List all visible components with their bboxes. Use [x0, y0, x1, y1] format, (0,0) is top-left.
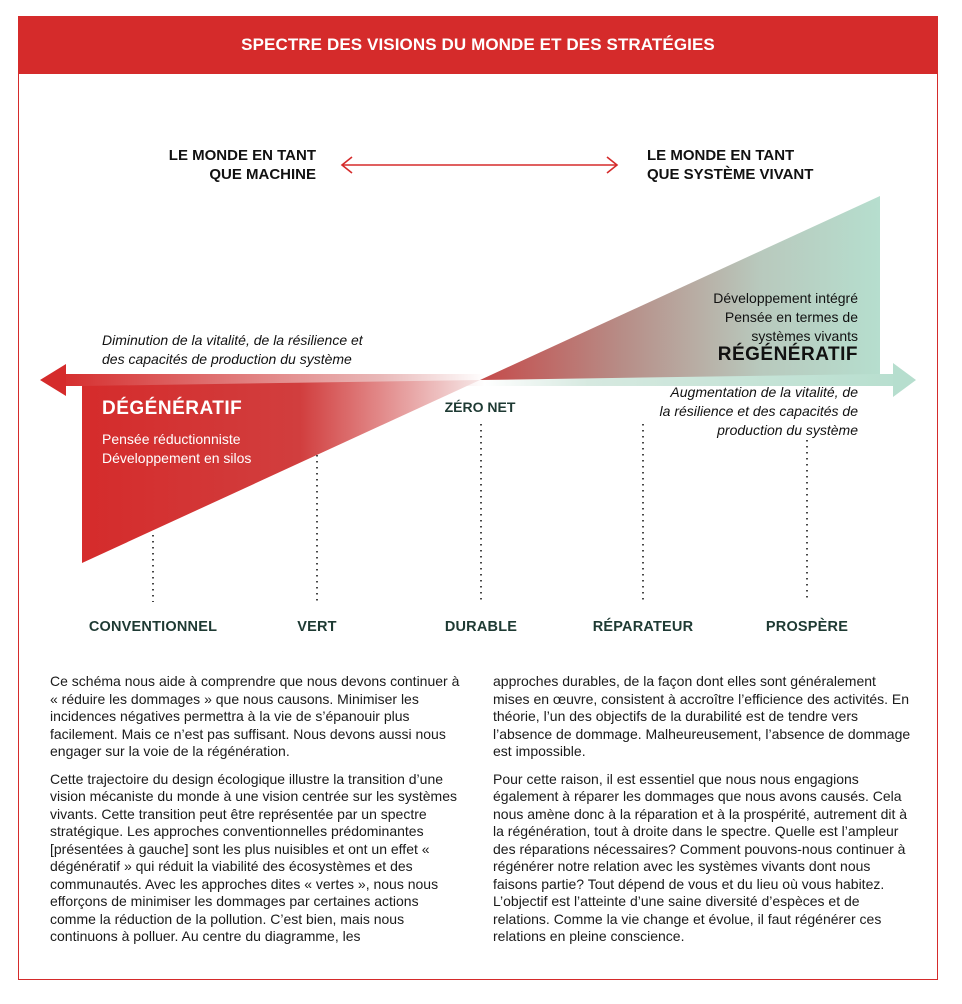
decrease-caption: Diminution de la vitalité, de la résilience et des capacités de production du système	[102, 332, 363, 367]
category-durable: DURABLE	[444, 619, 518, 635]
regenerative-title: RÉGÉNÉRATIF	[717, 344, 858, 365]
view-double-arrow	[342, 157, 617, 173]
category-reparateur: RÉPARATEUR	[592, 619, 694, 635]
body-text-right	[493, 673, 911, 956]
body-paragraph: Cette trajectoire du design écologique illustre la transition d’une vision mécaniste du monde à une vision centrée sur les systèmes vivants. Cette transition peut être représentée par un spectre stratégique. Les approches conventionnelles prédominantes [présentées à gauche] sont les plus nuisibles et ont un effet « dégénératif » qui réduit la viabilité des écosystèmes et des communautés. Avec les approches dites « vertes », nous nous efforçons de minimiser les dommages par certaines actions comme la réduction de la pollution. C’est bien, mais nous continuons à polluer. Au centre du diagramme, les	[50, 770, 457, 944]
body-paragraph: Pour cette raison, il est essentiel que nous nous engagions également à réparer les dommages que nous avons causés. Cela nous amène donc à la réparation et à la prospérité, autrement dit à la régénération, tout à droite dans le spectre. Quelle est l’ampleur des réparations nécessaires? Comment pouvons-nous continuer à régénérer notre relation avec les systèmes vivants dont nous faisons partie? Tout dépend de vous et du lieu où vous habitez. L’objectif est l’atteinte d’une saine diversité d’espèces et de relations. Comme la vie change et évolue, il faut régénérer ces relations en pleine conscience.	[493, 770, 908, 944]
body-paragraph: Ce schéma nous aide à comprendre que nous devons continuer à « réduire les dommages » que nous causons. Minimiser les incidences négatives permettra à la vie de s’épanouir plus facilement. Mais ce n’est pas suffisant. Nous devons aussi nous engager sur la voie de la régénération.	[50, 673, 460, 759]
degenerative-description: Pensée réductionniste Développement en silos	[102, 431, 252, 466]
category-vert: VERT	[297, 619, 337, 635]
left-view-label: LE MONDE EN TANT QUE MACHINE	[168, 147, 316, 183]
banner-title: SPECTRE DES VISIONS DU MONDE ET DES STRATÉGIES	[18, 16, 938, 74]
right-view-label: LE MONDE EN TANT QUE SYSTÈME VIVANT	[647, 147, 814, 183]
body-text-left	[50, 673, 468, 956]
category-prospere: PROSPÈRE	[765, 619, 849, 635]
body-paragraph: approches durables, de la façon dont elles sont généralement mises en œuvre, consistent à accroître l’efficience des activités. En théorie, l’un des objectifs de la durabilité est de tendre vers l’absence de dommage. Malheureusement, l’absence de dommage est impossible.	[493, 673, 911, 759]
degenerative-title: DÉGÉNÉRATIF	[102, 398, 243, 419]
zero-net-label: ZÉRO NET	[444, 399, 516, 415]
category-conventionnel: CONVENTIONNEL	[88, 619, 218, 635]
regenerative-description: Développement intégré Pensée en termes de systèmes vivants	[713, 290, 858, 344]
increase-caption: Augmentation de la vitalité, de la résilience et des capacités de production du système	[659, 384, 858, 438]
